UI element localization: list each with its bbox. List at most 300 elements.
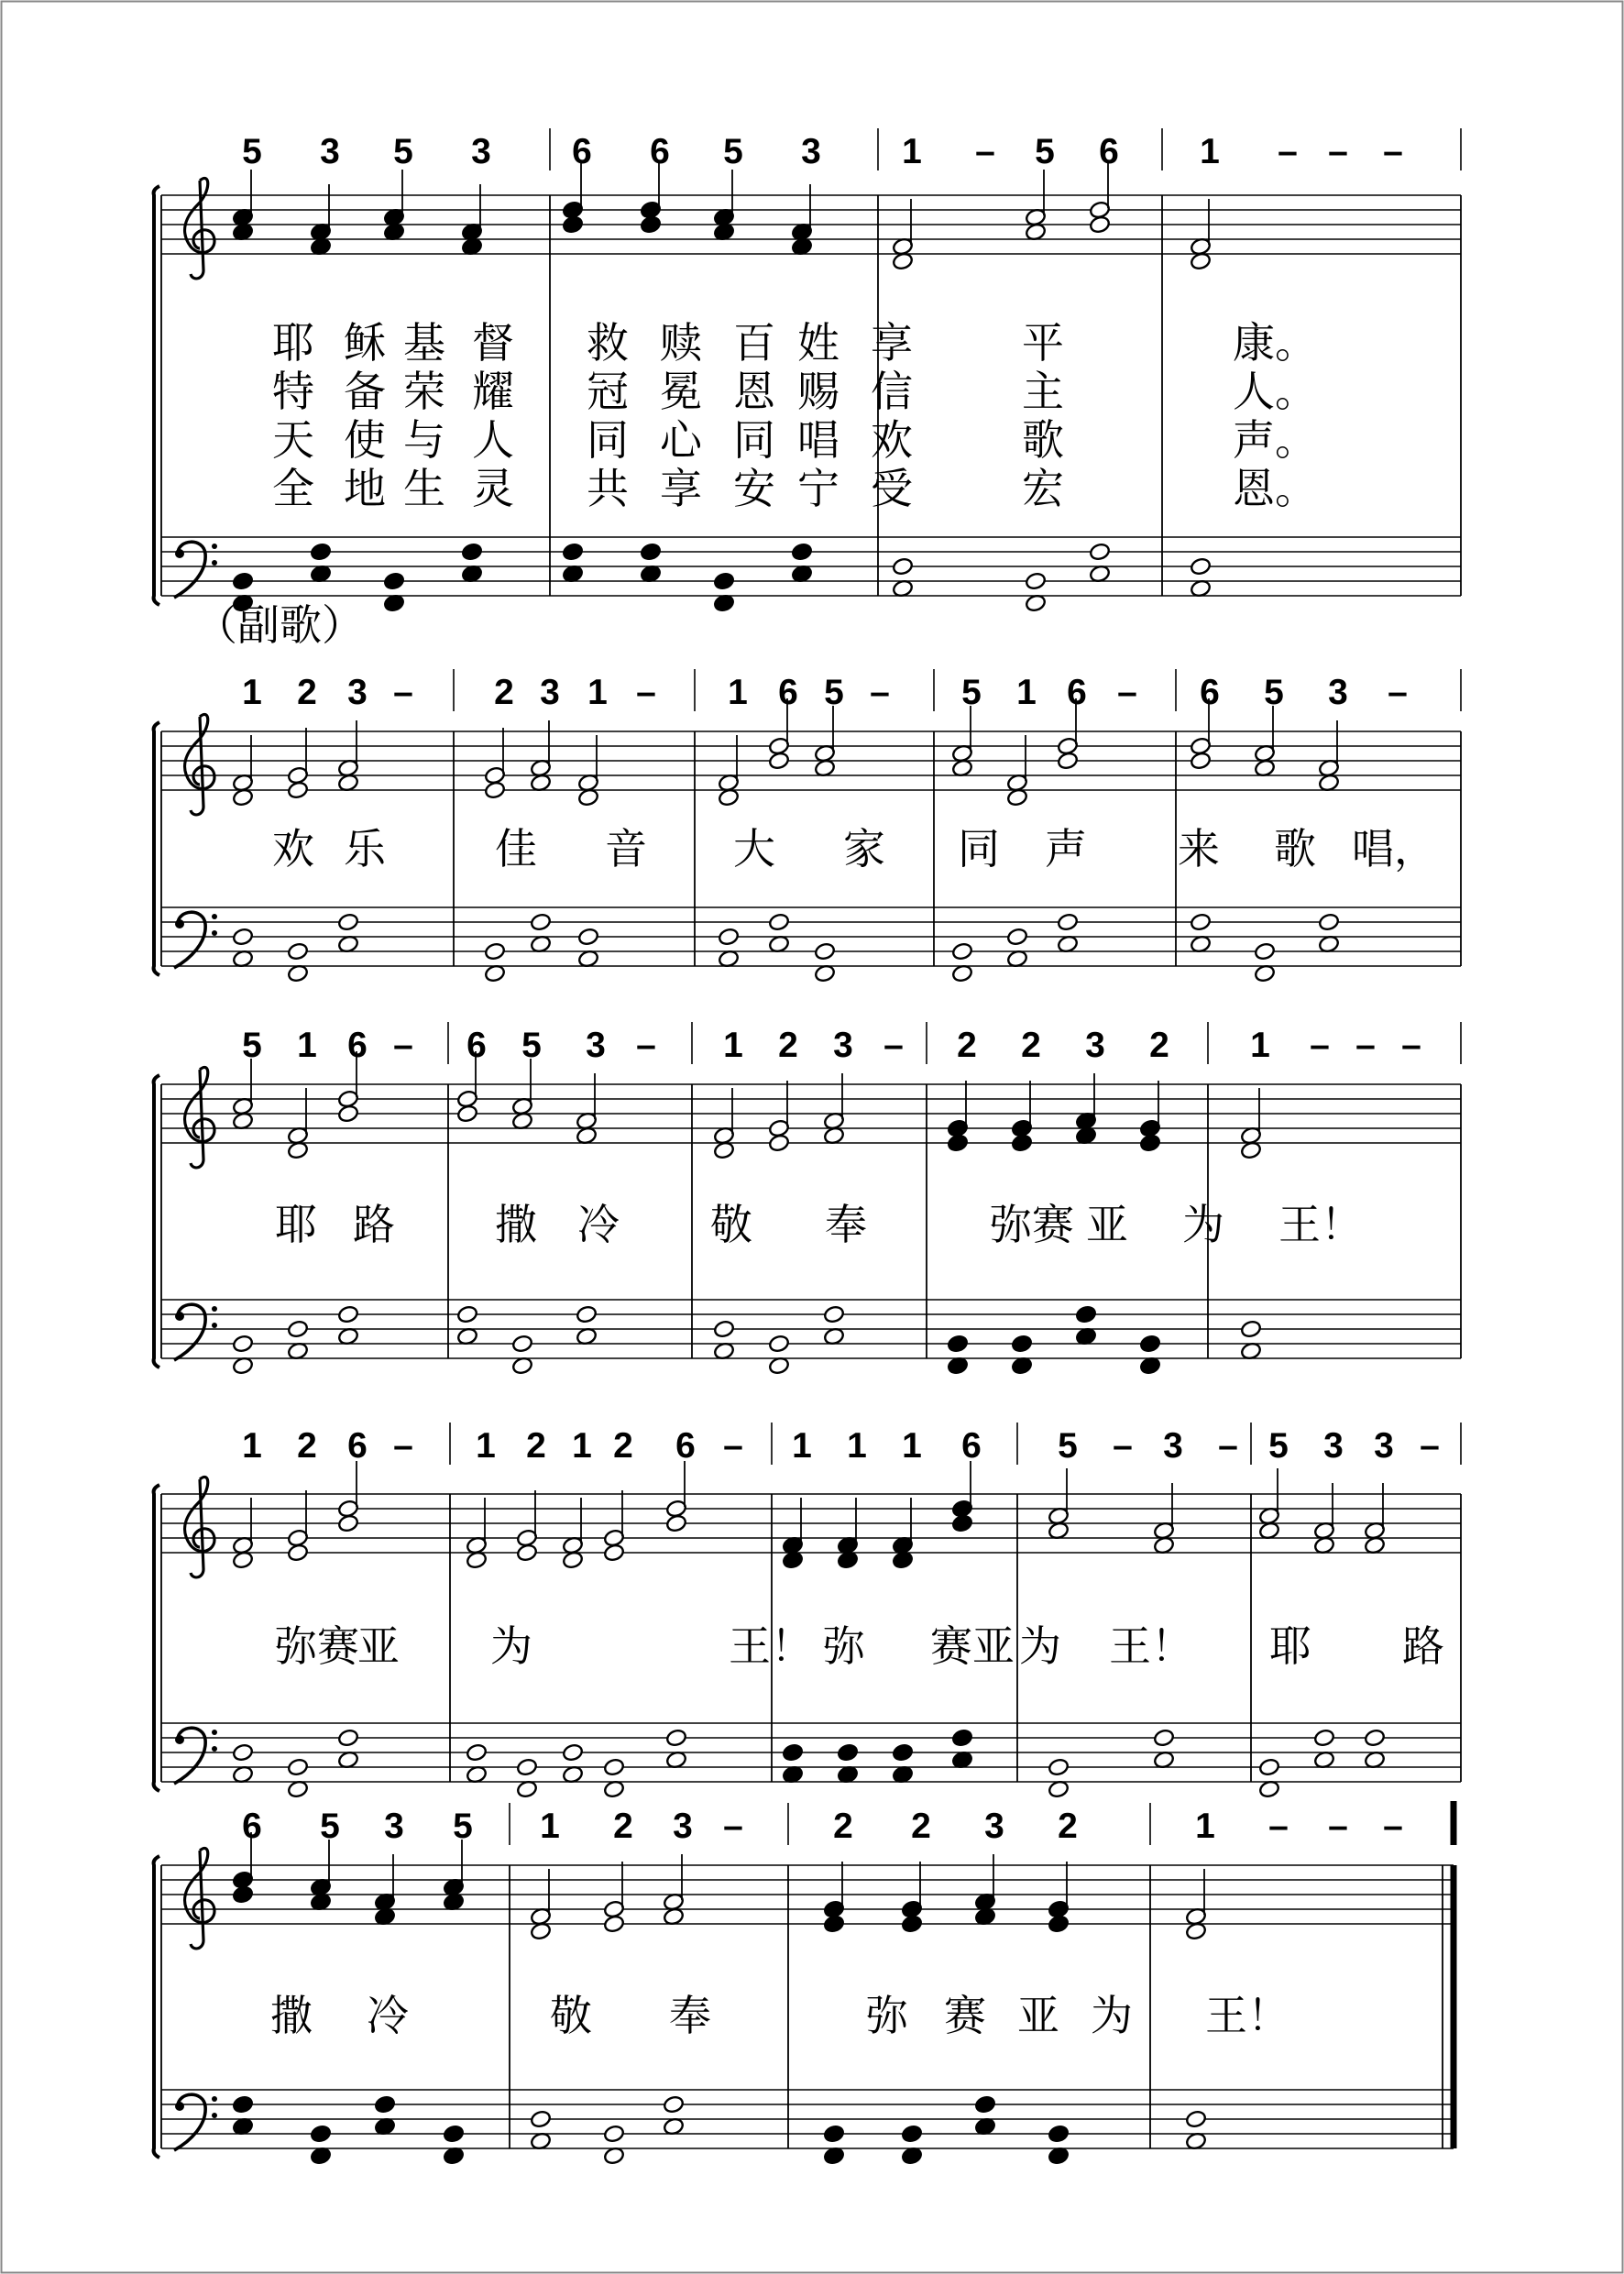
numbered-note: 2 — [613, 1426, 633, 1466]
treble-clef-path — [185, 1477, 214, 1576]
lyric-syllable: 备 — [344, 367, 386, 416]
bass-clef-dot — [175, 1735, 184, 1744]
sustain-dash: – — [393, 673, 413, 712]
quarter-note-head — [1048, 1915, 1070, 1934]
numbered-note: 2 — [1021, 1026, 1041, 1065]
numbered-note: 5 — [1035, 132, 1055, 171]
sustain-dash: – — [975, 132, 995, 171]
numbered-note: 1 — [728, 673, 748, 712]
half-note-head — [287, 1543, 309, 1563]
lyric-syllable: 王！ — [1278, 1200, 1363, 1249]
quarter-note-head — [1139, 1335, 1161, 1354]
system-4 — [154, 1423, 1461, 1798]
numbered-note: 3 — [384, 1807, 404, 1846]
half-note-head — [1006, 928, 1028, 947]
lyric-syllable: 佳 — [495, 824, 537, 873]
lyric-syllable: 恩。 — [1233, 464, 1317, 513]
half-note-head — [337, 1305, 359, 1324]
half-note-head — [603, 1915, 625, 1934]
numbered-note: 5 — [1264, 673, 1284, 712]
half-note-head — [1258, 1758, 1280, 1777]
numbered-note: 2 — [494, 673, 514, 712]
half-note-head — [718, 928, 740, 947]
lyric-syllable: 路 — [353, 1200, 395, 1249]
half-note-head — [1364, 1729, 1386, 1748]
lyric-syllable: 撒 — [495, 1200, 537, 1249]
half-note-head — [232, 1335, 254, 1354]
numbered-note: 1 — [476, 1426, 496, 1466]
bass-clef-dot — [212, 560, 217, 566]
bass-clef-dot — [212, 544, 217, 549]
lyric-syllable: 稣 — [344, 318, 386, 368]
half-note-head — [1089, 543, 1111, 562]
lyric-syllable: 耶 — [272, 318, 314, 368]
lyric-syllable: 督 — [472, 318, 514, 368]
quarter-note-head — [640, 543, 662, 562]
lyric-syllable: 来 — [1178, 824, 1220, 873]
quarter-note-head — [232, 2095, 254, 2115]
treble-clef-path — [185, 714, 214, 814]
lyric-syllable: 受 — [871, 464, 913, 513]
numbered-note: 1 — [1200, 132, 1220, 171]
numbered-note: 6 — [675, 1426, 696, 1466]
lyric-syllable: 人。 — [1233, 367, 1317, 416]
bass-clef-dot — [212, 914, 217, 919]
lyric-syllable: 救 — [587, 318, 629, 368]
section-label: （副歌） — [195, 600, 364, 650]
lyric-syllable: 耶 — [275, 1200, 317, 1249]
sustain-dash: – — [723, 1807, 743, 1846]
half-note-head — [1089, 215, 1111, 235]
sustain-dash: – — [1383, 132, 1403, 171]
treble-clef — [185, 1067, 214, 1167]
numbered-note: 2 — [957, 1026, 977, 1065]
sustain-dash: – — [1328, 1807, 1348, 1846]
lyric-syllable: 使 — [344, 415, 386, 465]
half-note-head — [768, 913, 790, 932]
lyric-syllable: 为 — [1182, 1200, 1224, 1249]
sustain-dash: – — [1401, 1026, 1421, 1065]
sustain-dash: – — [1117, 673, 1137, 712]
lyric-syllable: 赎 — [660, 318, 702, 368]
lyric-syllable: 为 — [490, 1621, 532, 1671]
system-bracket — [154, 722, 159, 975]
half-note-head — [511, 1335, 533, 1354]
lyric-syllable: 耀 — [472, 367, 514, 416]
half-note-head — [516, 1543, 538, 1563]
lyric-syllable: 享 — [871, 318, 913, 368]
lyric-syllable: 唱， — [1352, 824, 1436, 873]
lyric-syllable: 声。 — [1233, 415, 1317, 465]
quarter-note-head — [1011, 1134, 1033, 1153]
systems-layer — [154, 128, 1461, 2165]
half-note-head — [768, 752, 790, 771]
half-note-head — [337, 1729, 359, 1748]
quarter-note-head — [947, 1335, 969, 1354]
lyric-syllable: 为 — [1091, 1991, 1133, 2040]
half-note-head — [1048, 1758, 1070, 1777]
half-note-head — [823, 1305, 845, 1324]
numbered-note: 3 — [471, 132, 491, 171]
lyric-syllable: 宏 — [1022, 464, 1064, 513]
treble-clef-path — [185, 1848, 214, 1948]
bass-clef — [174, 1304, 217, 1360]
numbered-note: 2 — [1058, 1807, 1078, 1846]
lyric-syllable: 乐 — [344, 824, 386, 873]
lyric-syllable: 特 — [272, 367, 314, 416]
sustain-dash: – — [883, 1026, 904, 1065]
lyric-syllable: 王！ — [1109, 1621, 1193, 1671]
treble-clef-path — [185, 1067, 214, 1167]
quarter-note-head — [1048, 2125, 1070, 2144]
lyric-syllable: 歌 — [1022, 415, 1064, 465]
half-note-head — [577, 928, 599, 947]
lyric-syllable: 同 — [733, 415, 775, 465]
lyric-syllable: 宁 — [797, 464, 839, 513]
half-note-head — [456, 1104, 478, 1124]
sustain-dash: – — [1310, 1026, 1330, 1065]
sustain-dash: – — [1278, 132, 1298, 171]
numbered-note: 1 — [847, 1426, 867, 1466]
numbered-note: 2 — [613, 1807, 633, 1846]
lyric-syllable: 基 — [403, 318, 445, 368]
half-note-head — [530, 2110, 552, 2129]
bass-clef-dot — [175, 2102, 184, 2111]
lyric-syllable: 唱 — [797, 415, 839, 465]
lyric-syllable: 地 — [344, 464, 386, 513]
lyric-syllable: 生 — [403, 464, 445, 513]
numbered-note: 2 — [833, 1807, 853, 1846]
lyric-syllable: 弥 — [866, 1991, 908, 2040]
numbered-note: 2 — [297, 673, 317, 712]
numbered-note: 3 — [801, 132, 821, 171]
half-note-head — [516, 1758, 538, 1777]
quarter-note-head — [640, 215, 662, 235]
quarter-note-head — [823, 2125, 845, 2144]
lyric-syllable: 亚 — [1086, 1200, 1128, 1249]
bass-clef — [174, 2094, 217, 2150]
bass-clef-dot — [212, 1323, 217, 1328]
numbered-note: 6 — [242, 1807, 262, 1846]
lyric-syllable: 路 — [1402, 1621, 1444, 1671]
bass-clef — [174, 1728, 217, 1784]
numbered-note: 6 — [1067, 673, 1087, 712]
lyric-syllable: 敬 — [550, 1991, 592, 2040]
sustain-dash: – — [1218, 1426, 1238, 1466]
bass-clef-dot — [212, 930, 217, 936]
quarter-note-head — [892, 1743, 914, 1763]
sustain-dash: – — [870, 673, 890, 712]
sustain-dash: – — [1268, 1807, 1289, 1846]
lyric-syllable: 耶 — [1269, 1621, 1311, 1671]
lyric-syllable: 人 — [472, 415, 514, 465]
bass-clef-dot — [212, 1730, 217, 1735]
numbered-note: 2 — [297, 1426, 317, 1466]
quarter-note-head — [951, 1729, 973, 1748]
lyric-syllable: 王！ — [729, 1621, 813, 1671]
numbered-note: 6 — [1200, 673, 1220, 712]
lyric-syllable: 敬 — [710, 1200, 752, 1249]
half-note-head — [1025, 572, 1047, 591]
half-note-head — [1190, 557, 1212, 577]
treble-clef-path — [185, 178, 214, 278]
quarter-note-head — [1139, 1134, 1161, 1153]
lyric-syllable: 欢 — [871, 415, 913, 465]
numbered-note: 1 — [242, 673, 262, 712]
numbered-note: 3 — [1374, 1426, 1394, 1466]
sustain-dash: – — [1383, 1807, 1403, 1846]
quarter-note-head — [310, 2125, 332, 2144]
lyric-syllable: 同 — [958, 824, 1000, 873]
lyric-syllable: 安 — [733, 464, 775, 513]
sustain-dash: – — [393, 1026, 413, 1065]
sustain-dash: – — [1113, 1426, 1133, 1466]
half-note-head — [287, 1758, 309, 1777]
numbered-note: 5 — [1268, 1426, 1289, 1466]
numbered-note: 1 — [1195, 1807, 1215, 1846]
half-note-head — [768, 1335, 790, 1354]
half-note-head — [456, 1305, 478, 1324]
half-note-head — [576, 1305, 598, 1324]
system-bracket — [154, 1075, 159, 1368]
bass-clef — [174, 912, 217, 968]
sustain-dash: – — [636, 673, 656, 712]
sustain-dash: – — [636, 1026, 656, 1065]
lyric-syllable: 享 — [660, 464, 702, 513]
lyric-syllable: 主 — [1022, 367, 1064, 416]
numbered-note: 5 — [320, 1807, 340, 1846]
lyric-syllable: 与 — [403, 415, 445, 465]
numbered-note: 1 — [242, 1426, 262, 1466]
system-3 — [154, 1022, 1461, 1375]
quarter-note-head — [443, 2125, 465, 2144]
lyric-syllable: 全 — [272, 464, 314, 513]
numbered-note: 5 — [242, 1026, 262, 1065]
lyric-syllable: 冷 — [367, 1991, 409, 2040]
half-note-head — [1057, 913, 1079, 932]
system-bracket — [154, 186, 159, 605]
lyric-syllable: 奉 — [825, 1200, 867, 1249]
half-note-head — [287, 781, 309, 800]
numbered-note: 1 — [723, 1026, 743, 1065]
quarter-note-head — [374, 2095, 396, 2115]
numbered-note: 3 — [1085, 1026, 1105, 1065]
half-note-head — [665, 1729, 687, 1748]
bass-clef — [174, 542, 217, 598]
lyric-syllable: 撒 — [270, 1991, 313, 2040]
numbered-note: 2 — [1149, 1026, 1169, 1065]
numbered-note: 5 — [824, 673, 844, 712]
numbered-note: 2 — [778, 1026, 798, 1065]
numbered-note: 3 — [320, 132, 340, 171]
quarter-note-head — [383, 572, 405, 591]
lyric-syllable: 奉 — [669, 1991, 711, 2040]
numbered-note: 3 — [347, 673, 368, 712]
sustain-dash: – — [1388, 673, 1408, 712]
half-note-head — [1318, 913, 1340, 932]
bass-clef-dot — [175, 919, 184, 928]
half-note-head — [1153, 1729, 1175, 1748]
numbered-note: 1 — [792, 1426, 812, 1466]
lyric-syllable: 冕 — [660, 367, 702, 416]
treble-clef — [185, 1477, 214, 1576]
bass-clef-dot — [212, 2113, 217, 2118]
numbered-note: 3 — [540, 673, 560, 712]
treble-clef — [185, 714, 214, 814]
sustain-dash: – — [393, 1426, 413, 1466]
half-note-head — [337, 913, 359, 932]
numbered-note: 5 — [393, 132, 413, 171]
half-note-head — [768, 1134, 790, 1153]
numbered-note: 3 — [833, 1026, 853, 1065]
half-note-head — [713, 1320, 735, 1339]
bass-clef-dot — [175, 549, 184, 558]
lyric-syllable: 灵 — [472, 464, 514, 513]
numbered-note: 1 — [540, 1807, 560, 1846]
half-note-head — [814, 942, 836, 961]
lyric-syllable: 荣 — [403, 367, 445, 416]
quarter-note-head — [947, 1134, 969, 1153]
half-note-head — [663, 2095, 685, 2115]
lyric-syllable: 心 — [660, 415, 702, 465]
half-note-head — [1240, 1320, 1262, 1339]
half-note-head — [1190, 752, 1212, 771]
quarter-note-head — [974, 2095, 996, 2115]
numbered-note: 6 — [347, 1426, 368, 1466]
lyric-syllable: 同 — [587, 415, 629, 465]
bass-clef-dot — [212, 1746, 217, 1752]
lyric-syllable: 声 — [1045, 824, 1087, 873]
numbered-note: 6 — [466, 1026, 487, 1065]
numbered-note: 6 — [1099, 132, 1119, 171]
bass-clef-dot — [175, 1312, 184, 1321]
lyric-syllable: 为 — [1019, 1621, 1061, 1671]
lyric-syllable: 欢 — [272, 824, 314, 873]
system-bracket — [154, 1485, 159, 1791]
half-note-head — [1313, 1729, 1335, 1748]
lyric-syllable: 弥赛 — [275, 1621, 359, 1671]
half-note-head — [603, 1758, 625, 1777]
lyric-syllable: 歌 — [1274, 824, 1316, 873]
numbered-note: 2 — [911, 1807, 931, 1846]
numbered-note: 1 — [1250, 1026, 1270, 1065]
numbered-note: 5 — [723, 132, 743, 171]
numbered-note: 5 — [1058, 1426, 1078, 1466]
lyric-syllable: 共 — [587, 464, 629, 513]
lyric-syllable: 王！ — [1205, 1991, 1289, 2040]
numbered-note: 3 — [586, 1026, 606, 1065]
half-note-head — [484, 942, 506, 961]
half-note-head — [484, 781, 506, 800]
quarter-note-head — [461, 543, 483, 562]
numbered-note: 1 — [587, 673, 608, 712]
quarter-note-head — [562, 215, 584, 235]
half-note-head — [337, 1514, 359, 1533]
quarter-note-head — [310, 543, 332, 562]
lyric-syllable: 冷 — [577, 1200, 620, 1249]
sustain-dash: – — [1355, 1026, 1376, 1065]
quarter-note-head — [782, 1743, 804, 1763]
quarter-note-head — [951, 1514, 973, 1533]
lyric-syllable: 冠 — [587, 367, 629, 416]
half-note-head — [287, 1320, 309, 1339]
quarter-note-head — [1075, 1305, 1097, 1324]
lyric-syllable: 音 — [605, 824, 647, 873]
bass-clef-dot — [212, 2096, 217, 2102]
numbered-note: 3 — [1328, 673, 1348, 712]
quarter-note-head — [713, 572, 735, 591]
half-note-head — [232, 1743, 254, 1763]
lyric-syllable: 赛 — [944, 1991, 986, 2040]
numbered-note: 6 — [650, 132, 670, 171]
quarter-note-head — [837, 1743, 859, 1763]
lyric-syllable: 赛亚 — [930, 1621, 1015, 1671]
half-note-head — [1057, 752, 1079, 771]
half-note-head — [337, 1104, 359, 1124]
half-note-head — [1254, 942, 1276, 961]
lyric-syllable: 天 — [272, 415, 314, 465]
half-note-head — [1185, 2110, 1207, 2129]
lyric-syllable: 百 — [733, 318, 775, 368]
quarter-note-head — [232, 1885, 254, 1905]
numbered-note: 5 — [242, 132, 262, 171]
lyric-syllable: 弥 — [823, 1621, 865, 1671]
treble-clef — [185, 178, 214, 278]
system-bracket — [154, 1856, 159, 2158]
lyric-syllable: 赐 — [797, 367, 839, 416]
system-5 — [154, 1801, 1454, 2165]
lyric-syllable: 康。 — [1233, 318, 1317, 368]
half-note-head — [562, 1743, 584, 1763]
lyric-syllable: 家 — [843, 824, 885, 873]
sustain-dash: – — [1420, 1426, 1440, 1466]
numbered-note: 6 — [961, 1426, 982, 1466]
numbered-note: 1 — [902, 132, 922, 171]
half-note-head — [530, 913, 552, 932]
half-note-head — [232, 928, 254, 947]
half-note-head — [892, 557, 914, 577]
numbered-note: 1 — [572, 1426, 592, 1466]
numbered-note: 3 — [984, 1807, 1004, 1846]
lyric-syllable: 姓 — [797, 318, 839, 368]
numbered-note: 2 — [526, 1426, 546, 1466]
lyric-syllable: 弥赛 — [990, 1200, 1074, 1249]
numbered-note: 3 — [673, 1807, 693, 1846]
treble-clef — [185, 1848, 214, 1948]
lyric-syllable: 恩 — [733, 367, 775, 416]
numbered-note: 3 — [1163, 1426, 1183, 1466]
half-note-head — [466, 1743, 488, 1763]
lyric-syllable: 平 — [1022, 318, 1064, 368]
half-note-head — [603, 2125, 625, 2144]
lyric-syllable: 亚 — [357, 1621, 400, 1671]
half-note-head — [603, 1543, 625, 1563]
half-note-head — [287, 942, 309, 961]
numbered-note: 6 — [347, 1026, 368, 1065]
quarter-note-head — [232, 572, 254, 591]
half-note-head — [1190, 913, 1212, 932]
numbered-note: 5 — [961, 673, 982, 712]
quarter-note-head — [901, 2125, 923, 2144]
system-2 — [154, 600, 1461, 983]
quarter-note-head — [791, 543, 813, 562]
numbered-note: 6 — [572, 132, 592, 171]
half-note-head — [665, 1514, 687, 1533]
sustain-dash: – — [723, 1426, 743, 1466]
lyric-syllable: 大 — [733, 824, 775, 873]
half-note-head — [951, 942, 973, 961]
numbered-note: 1 — [297, 1026, 317, 1065]
